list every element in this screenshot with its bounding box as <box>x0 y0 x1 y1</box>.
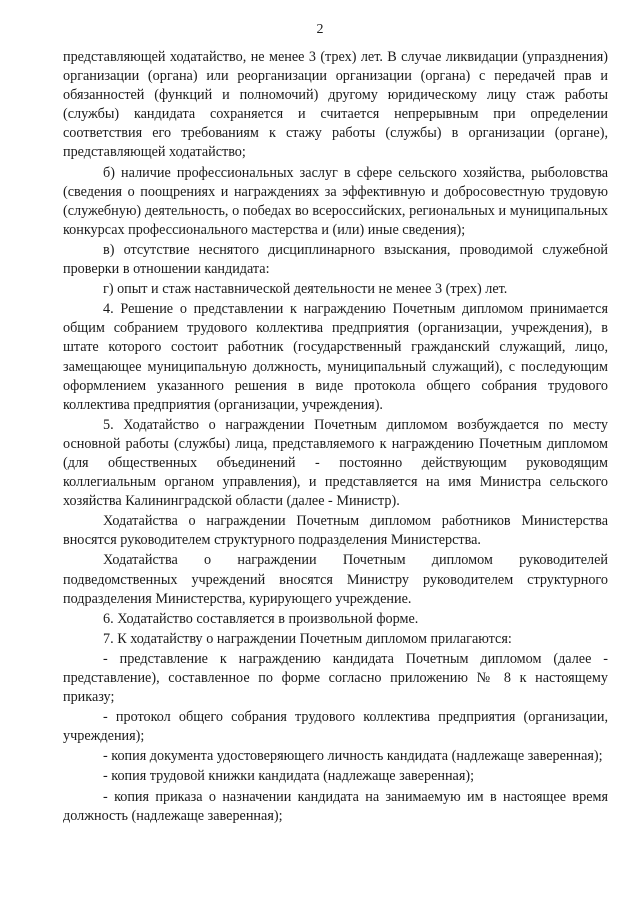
list-item-submission: - представление к награждению кандидата Почетным дипломом (далее - представление), составленное по форме согласно приложению № 8 к настоящему приказу; <box>63 650 608 706</box>
paragraph-section-5: 5. Ходатайство о награждении Почетным дипломом возбуждается по месту основной работы (службы) лица, представляемого к награждению Почетным дипломом (для общественных объединений - постоянно действующим руководящим коллегиальным органом управления), и представляется на имя Министра сельского хозяйства Калининградской области (далее - Министр). <box>63 416 608 510</box>
paragraph-section-4: 4. Решение о представлении к награждению Почетным дипломом принимается общим собранием трудового коллектива предприятия (организации, учреждения), в штате которого состоит работник (государственный гражданский служащий, лицо, замещающее муниципальную должность, муниципальный служащий), с последующим оформлением указанного решения в виде протокола общего собрания трудового коллектива предприятия (организации, учреждения). <box>63 301 608 413</box>
list-item-workbook-copy: - копия трудовой книжки кандидата (надлежаще заверенная); <box>103 768 475 785</box>
paragraph-subordinate-petitions: Ходатайства о награждении Почетным дипломом руководителей подведомственных учреждений вносятся Министру руководителем структурного подразделения Министерства, курирующего учреждение. <box>63 552 608 607</box>
document-body <box>63 48 608 826</box>
paragraph-section-6: 6. Ходатайство составляется в произвольной форме. <box>103 610 419 627</box>
list-item-protocol: - протокол общего собрания трудового коллектива предприятия (организации, учреждения); <box>63 709 608 745</box>
list-item-appointment-order-copy: - копия приказа о назначении кандидата на занимаемую им в настоящее время должность (надлежаще заверенная); <box>63 788 608 824</box>
paragraph-item-g: г) опыт и стаж наставнической деятельности не менее 3 (трех) лет. <box>103 281 508 298</box>
paragraph-continuation: представляющей ходатайство, не менее 3 (трех) лет. В случае ликвидации (упразднения) организации (органа) или реорганизации организации (органа) с передачей прав и обязанностей (функций и полномочий) другому юридическому лицу стаж работы (службы) кандидата сохраняется и считается непрерывным при определении соответствия его требованиям к стажу работы (службы) в организации (органе), представляющей ходатайство; <box>63 49 608 161</box>
paragraph-item-v: в) отсутствие неснятого дисциплинарного взыскания, проводимой служебной проверки в отношении кандидата: <box>63 241 608 278</box>
paragraph-item-b: б) наличие профессиональных заслуг в сфере сельского хозяйства, рыболовства (сведения о поощрениях и награждениях за эффективную и добросовестную трудовую (служебную) деятельность, о победах во всероссийских, региональных и муниципальных конкурсах профессионального мастерства и (или) иные сведения); <box>63 164 608 238</box>
paragraph-section-7: 7. К ходатайству о награждении Почетным дипломом прилагаются: <box>103 630 512 647</box>
page-number: 2 <box>316 22 324 37</box>
paragraph-ministry-petitions: Ходатайства о награждении Почетным дипломом работников Министерства вносятся руководителем структурного подразделения Министерства. <box>63 513 608 549</box>
list-item-id-copy: - копия документа удостоверяющего личность кандидата (надлежаще заверенная); <box>103 748 603 765</box>
